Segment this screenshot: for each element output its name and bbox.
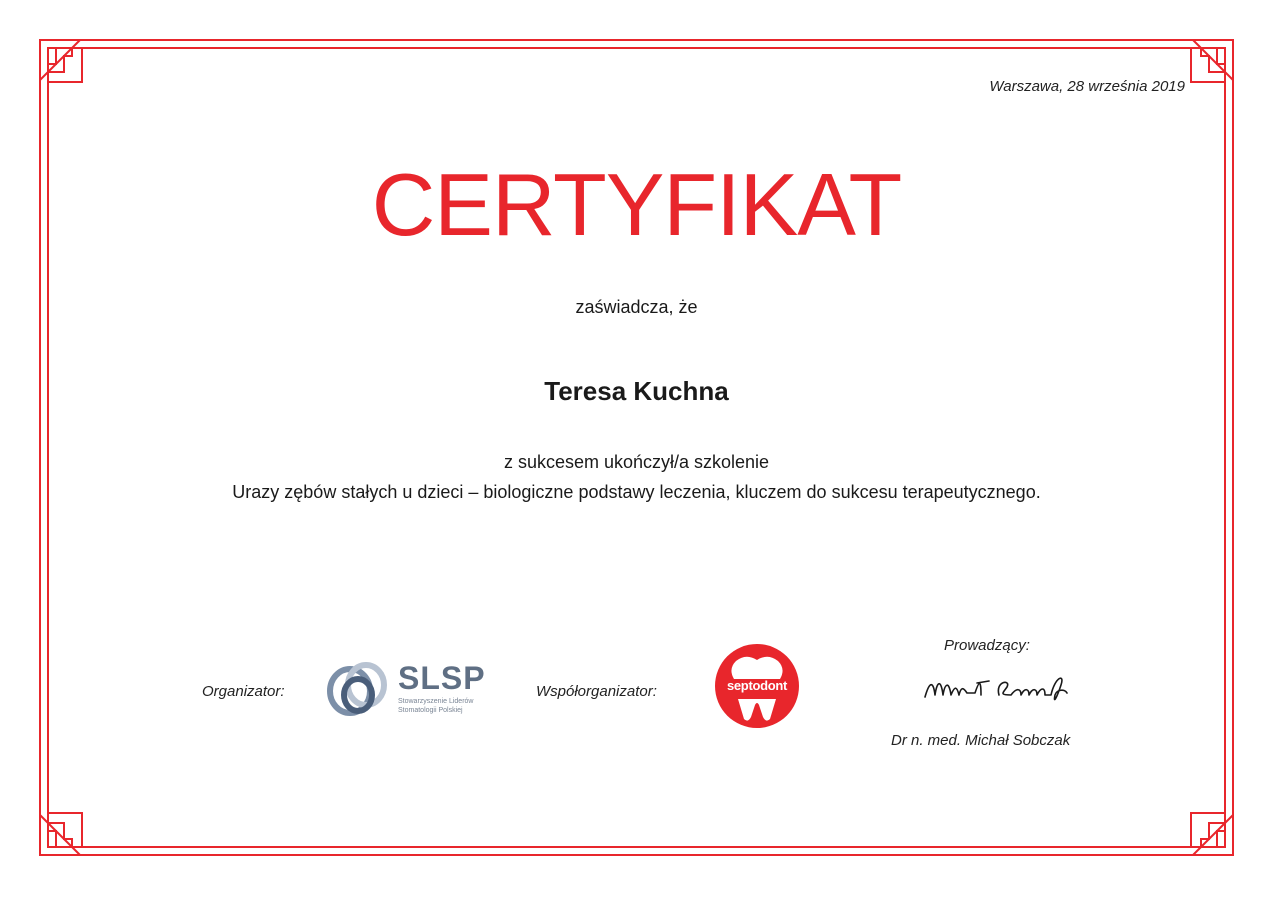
lead-label: Prowadzący: [944, 637, 1030, 654]
lead-name: Dr n. med. Michał Sobczak [891, 732, 1071, 749]
course-title: Urazy zębów stałych u dzieci – biologiczne podstawy leczenia, kluczem do sukcesu terapeutycznego. [232, 482, 1041, 502]
slsp-logo-subtitle: Stowarzyszenie Liderów Stomatologii Polskiej [398, 698, 474, 714]
signature-image [915, 665, 1075, 710]
septodont-logo-text: septodont [726, 678, 788, 693]
organizer-label: Organizator: [202, 683, 285, 700]
coorganizer-label: Współorganizator: [536, 683, 657, 700]
completion-text: z sukcesem ukończył/a szkolenie [503, 452, 770, 472]
certifies-text: zaświadcza, że [575, 297, 698, 317]
recipient-name: Teresa Kuchna [544, 376, 729, 406]
certificate-date: Warszawa, 28 września 2019 [989, 78, 1185, 95]
slsp-logo-text: SLSP [398, 660, 486, 696]
certificate-title: CERTYFIKAT [371, 155, 902, 254]
